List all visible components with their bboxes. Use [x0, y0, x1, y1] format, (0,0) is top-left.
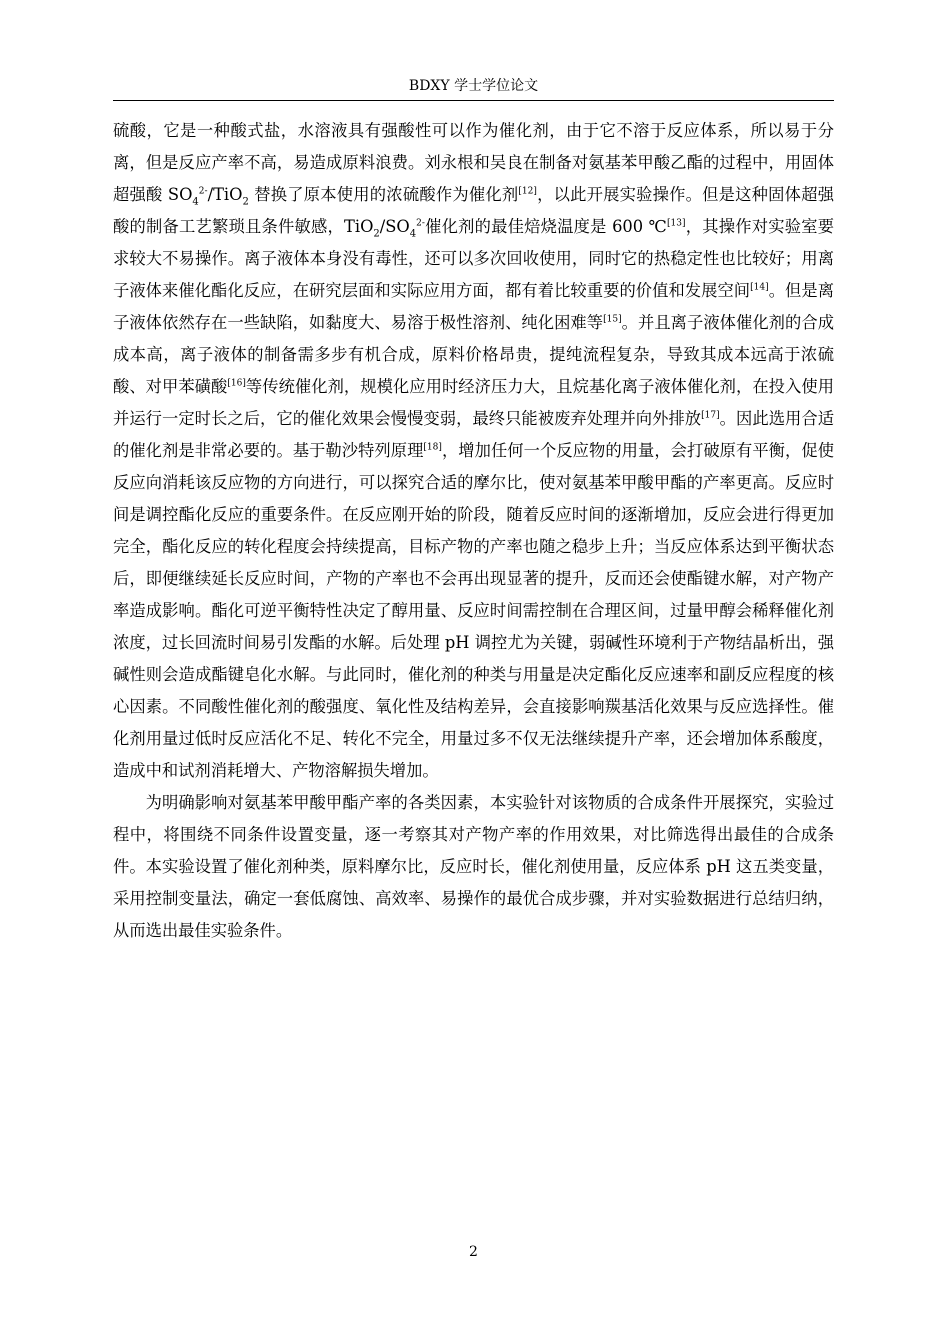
text-segment: /TiO — [207, 185, 243, 204]
subscript: 2 — [242, 196, 249, 208]
superscript: 2- — [198, 186, 208, 197]
text-segment: 催化剂的最佳焙烧温度是 600 ℃ — [424, 217, 667, 236]
body-text — [113, 115, 834, 947]
subscript: 4 — [409, 228, 417, 240]
running-header-title: BDXY 学士学位论文 — [408, 78, 539, 94]
text-segment: 等传统催化剂，规模化应用时经济压力大，且烷基化离子液体催化剂，在投入使用并运行一定时长之后，它的催化效果会慢慢变弱，最终只能被废弃处理并向外排放 — [113, 377, 834, 428]
text-segment: 硫酸，它是一种酸式盐，水溶液具有强酸性可以作为催化剂，由于它不溶于反应体系，所以易于分离，但是反应产率不高，易造成原料浪费。刘永根和吴良在制备对氨基苯甲酸乙酯的过程中，用固体超强酸 SO — [113, 121, 834, 204]
paragraph-2: 为明确影响对氨基苯甲酸甲酯产率的各类因素，本实验针对该物质的合成条件开展探究，实验过程中，将围绕不同条件设置变量，逐一考察其对产物产率的作用效果，对比筛选得出最佳的合成条件。本实验设置了催化剂种类，原料摩尔比，反应时长，催化剂使用量，反应体系 pH 这五类变量，采用控制变量法，确定一套低腐蚀、高效率、易操作的最优合成步骤，并对实验数据进行总结归纳，从而选出最佳实验条件。 — [113, 793, 834, 940]
citation-ref: [15] — [603, 314, 622, 325]
citation-ref: [14] — [750, 282, 769, 293]
header-rule — [113, 100, 834, 101]
subscript: 2 — [373, 228, 380, 240]
citation-ref: [13] — [666, 218, 686, 229]
text-segment: ，增加任何一个反应物的用量，会打破原有平衡，促使反应向消耗该反应物的方向进行，可以探究合适的摩尔比，使对氨基苯甲酸甲酯的产率更高。反应时间是调控酯化反应的重要条件。在反应刚开始的阶段，随着反应时间的逐渐增加，反应会进行得更加完全，酯化反应的转化程度会持续提高，目标产物的产率也随之稳步上升；当反应体系达到平衡状态后，即便继续延长反应时间，产物的产率也不会再出现显著的提升，反而还会使酯键水解，对产物产率造成影响。酯化可逆平衡特性决定了醇用量、反应时间需控制在合理区间，过量甲醇会稀释催化剂浓度，过长回流时间易引发酯的水解。后处理 pH 调控尤为关键，弱碱性环境利于产物结晶析出，强碱性则会造成酯键皂化水解。与此同时，催化剂的种类与用量是决定酯化反应速率和副反应程度的核心因素。不同酸性催化剂的酸强度、氧化性及结构差异，会直接影响羰基活化效果与反应选择性。催化剂用量过低时反应活化不足、转化不完全，用量过多不仅无法继续提升产率，还会增加体系酸度，造成中和试剂消耗增大、产物溶解损失增加。 — [113, 441, 834, 780]
text-segment: 。因此选用合适的催化剂是非常必要的。基于勒沙特列原理 — [113, 409, 834, 460]
text-segment: /SO — [379, 217, 410, 236]
citation-ref: [17] — [701, 410, 720, 421]
text-segment: ，以此开展实验操作。但是这种固体超强酸的制备工艺繁琐且条件敏感，TiO — [113, 185, 834, 236]
superscript: 2- — [416, 218, 425, 229]
subscript: 4 — [192, 196, 199, 208]
text-segment: 。并且离子液体催化剂的合成成本高，离子液体的制备需多步有机合成，原料价格昂贵，提纯流程复杂，导致其成本远高于浓硫酸、对甲苯磺酸 — [113, 313, 834, 396]
text-segment: 替换了原本使用的浓硫酸作为催化剂 — [248, 185, 519, 204]
text-segment: ，其操作对实验室要求较大不易操作。离子液体本身没有毒性，还可以多次回收使用，同时它的热稳定性也比较好；用离子液体来催化酯化反应，在研究层面和实际应用方面，都有着比较重要的价值和发展空间 — [113, 217, 834, 300]
citation-ref: [12] — [518, 186, 537, 197]
page-number: 2 — [469, 1244, 478, 1260]
citation-ref: [18] — [423, 442, 442, 453]
paragraph-1 — [113, 115, 834, 787]
citation-ref: [16] — [227, 378, 246, 389]
text-segment: 。但是离子液体依然存在一些缺陷，如黏度大、易溶于极性溶剂、纯化困难等 — [113, 281, 834, 332]
